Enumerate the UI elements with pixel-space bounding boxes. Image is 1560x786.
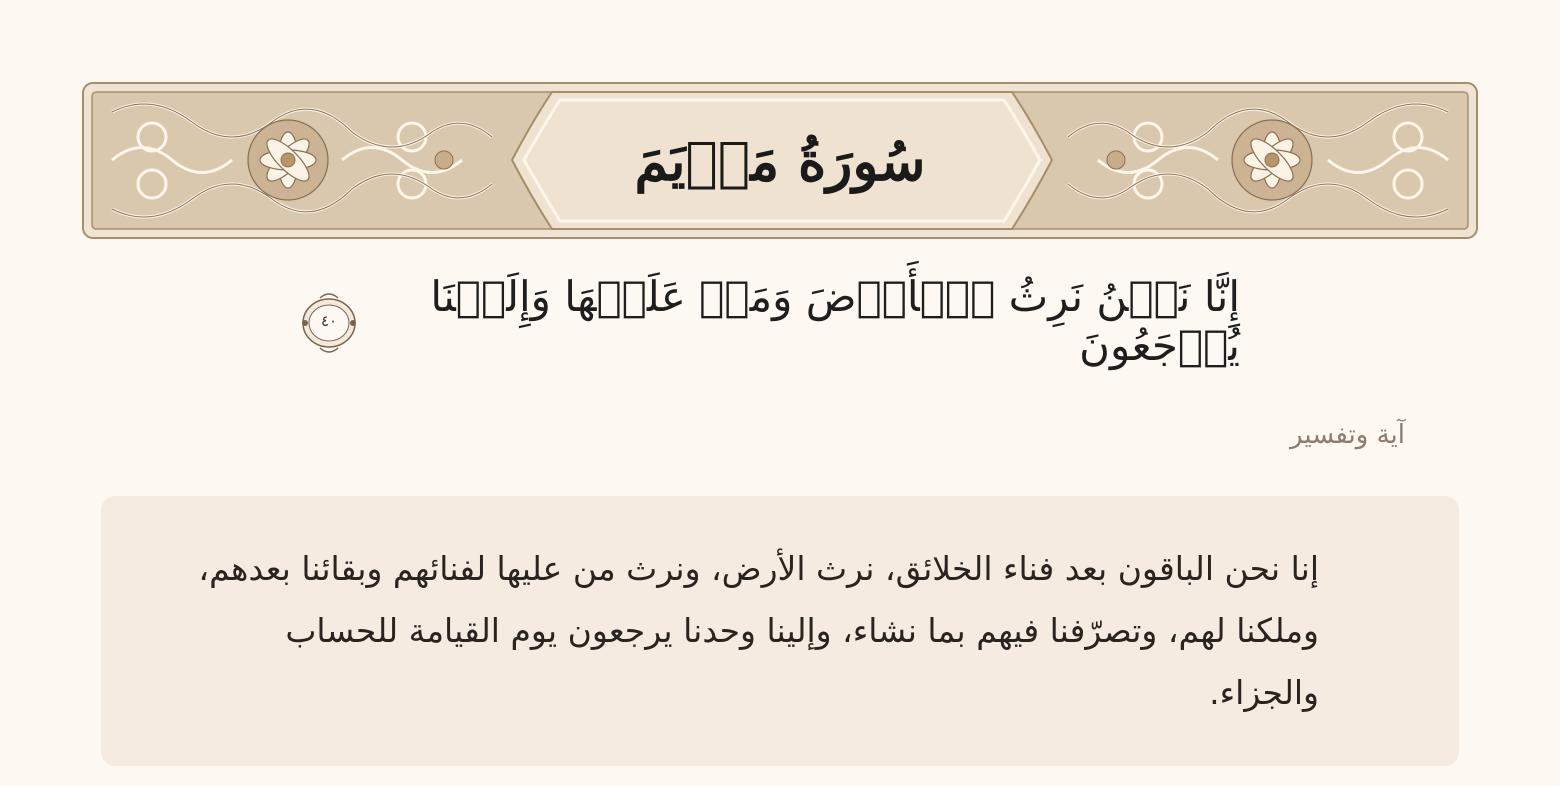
section-label: آية وتفسير — [1290, 420, 1405, 450]
ayah-number-medallion — [300, 288, 358, 354]
tafsir-card — [101, 496, 1459, 766]
tafsir-text: إنا نحن الباقون بعد فناء الخلائق، نرث الأرض، ونرث من عليها لفنائهم وبقائنا بعدهم، وملكنا لهم، وتصرّفنا فيهم بما نشاء، وإلينا وحدنا يرجعون يوم القيامة للحساب والجزاء. — [198, 549, 1319, 712]
ayah-number: ٤٠ — [320, 312, 338, 330]
surah-header-banner — [82, 82, 1478, 239]
surah-title: سُورَةُ مَرۡيَمَ — [634, 128, 926, 193]
ayah-line — [300, 272, 1240, 370]
ayah-text: إِنَّا نَحۡنُ نَرِثُ ٱلۡأَرۡضَ وَمَنۡ عَلَيۡهَا وَإِلَيۡنَا يُرۡجَعُونَ — [430, 272, 1240, 370]
